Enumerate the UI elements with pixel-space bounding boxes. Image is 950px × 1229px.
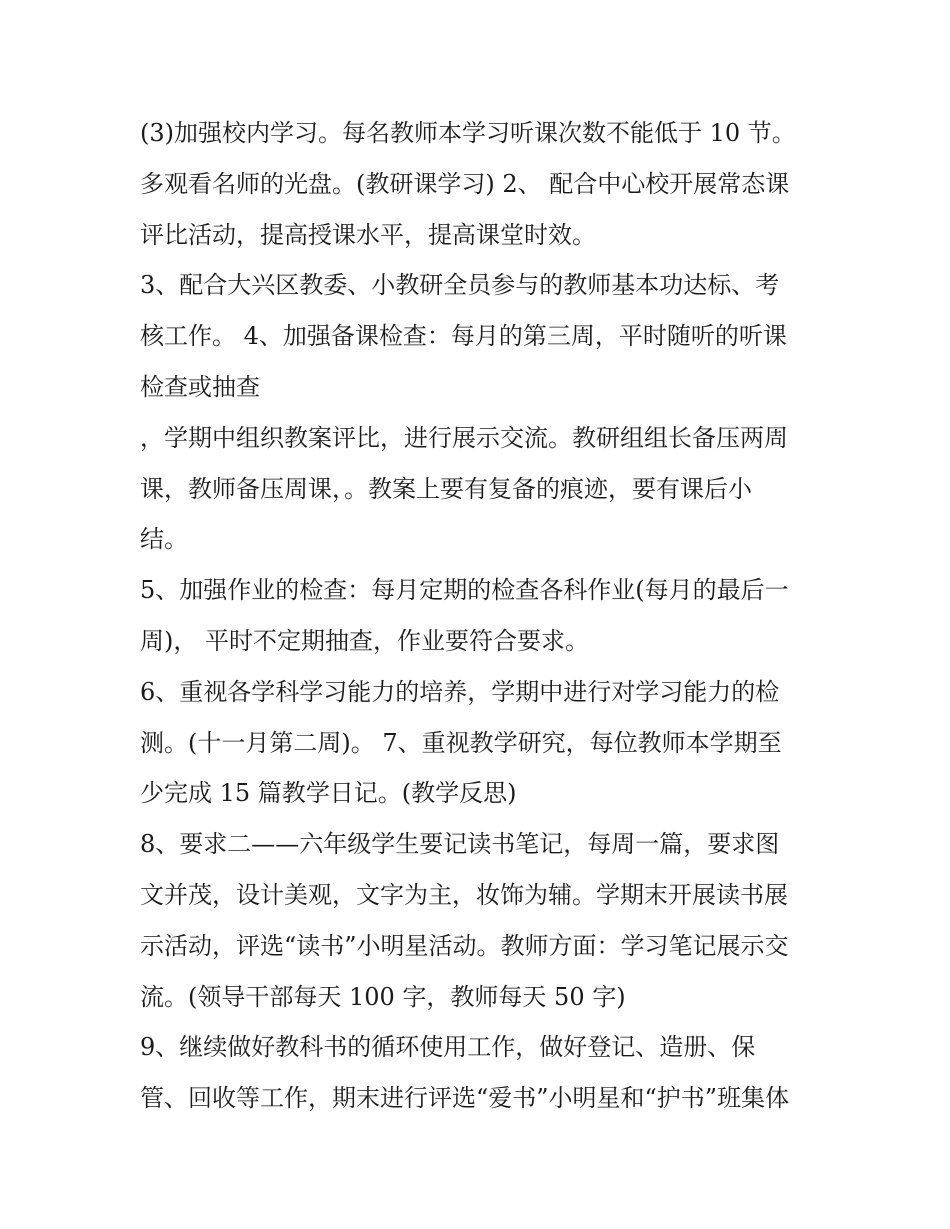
text-line: 核工作。 4、加强备课检查：每月的第三周，平时随听的听课 [140,322,787,351]
body-text [140,108,820,1124]
text-line: 课，教师备压周课，。教案上要有复备的痕迹，要有课后小 [140,474,752,503]
text-line: 示活动，评选“读书”小明星活动。教师方面：学习笔记展示交 [140,931,789,960]
text-line: ，学期中组织教案评比，进行展示交流。教研组组长备压两周 [140,423,788,452]
text-line: 少完成 15 篇教学日记。(教学反思) [140,779,517,808]
text-line: 8、要求二——六年级学生要记读书笔记，每周一篇，要求图 [140,830,780,859]
text-line: 周)， 平时不定期抽查，作业要符合要求。 [140,626,589,655]
text-line: 5、加强作业的检查：每月定期的检查各科作业(每月的最后一 [140,576,789,605]
text-line: 结。 [140,525,188,554]
text-line: 多观看名师的光盘。(教研课学习) 2、 配合中心校开展常态课 [140,169,790,198]
text-line: 流。(领导干部每天 100 字，教师每天 50 字) [140,982,626,1011]
text-line: 3、配合大兴区教委、小教研全员参与的教师基本功达标、考 [140,271,780,300]
text-line: (3)加强校内学习。每名教师本学习听课次数不能低于 10 节。 [140,119,796,147]
text-line: 文并茂，设计美观，文字为主，妆饰为辅。学期末开展读书展 [140,880,788,909]
text-line: 评比活动，提高授课水平，提高课堂时效。 [140,220,596,249]
text-line: 测。(十一月第二周)。 7、重视教学研究，每位教师本学期至 [140,728,782,757]
text-line: 6、重视各学科学习能力的培养，学期中进行对学习能力的检 [140,677,780,706]
text-line: 检查或抽查 [140,372,260,401]
text-line: 9、继续做好教科书的循环使用工作，做好登记、造册、保 [140,1033,756,1062]
text-line: 管、回收等工作，期末进行评选“爱书”小明星和“护书”班集体 [140,1084,790,1113]
